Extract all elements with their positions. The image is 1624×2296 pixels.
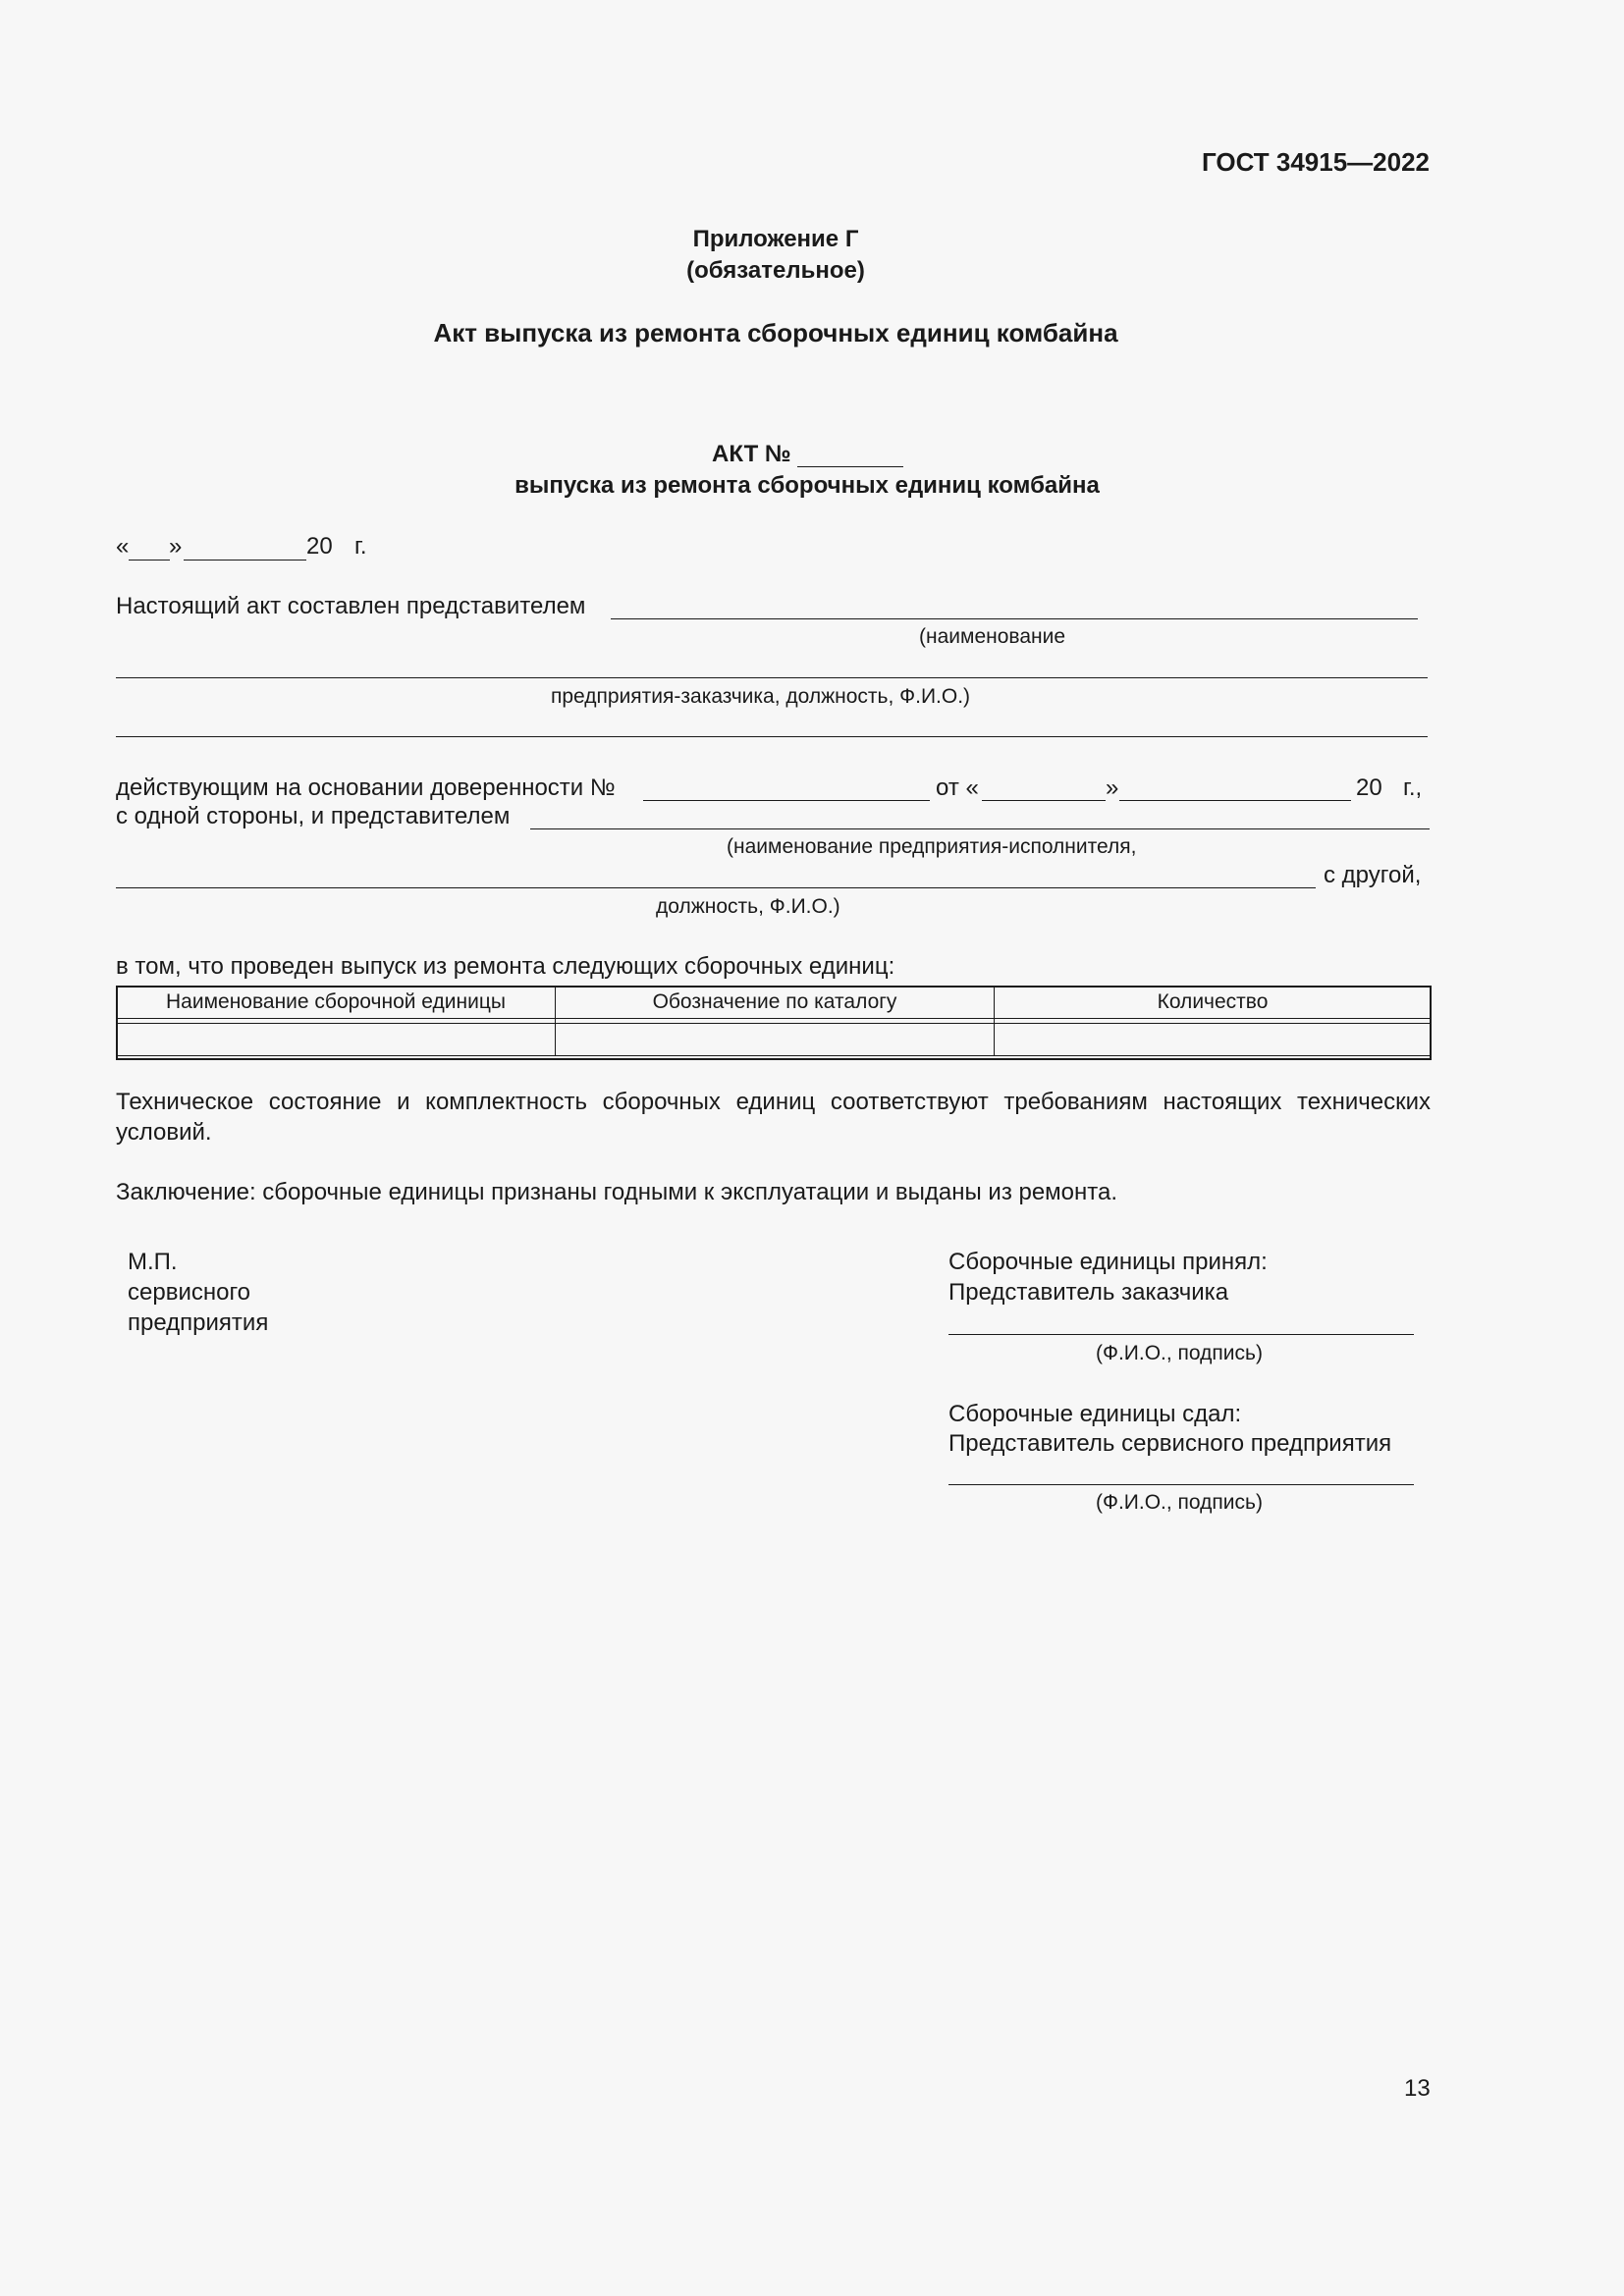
handed-role: Представитель сервисного предприятия: [948, 1430, 1392, 1457]
representative-line: [611, 618, 1418, 619]
header-catalog-designation: Обозначение по каталогу: [556, 987, 995, 1019]
header-unit-name: Наименование сборочной единицы: [117, 987, 556, 1019]
customer-line: [116, 677, 1428, 678]
proxy-from: от «: [936, 774, 979, 801]
accepted-role: Представитель заказчика: [948, 1279, 1229, 1306]
act-number-label: АКТ №: [712, 441, 791, 467]
proxy-year: 20: [1356, 774, 1382, 801]
handed-signature-line: [948, 1484, 1414, 1485]
table-intro: в том, что проведен выпуск из ремонта следующих сборочных единиц:: [116, 953, 895, 980]
conditions-line-2: условий.: [116, 1119, 212, 1146]
handed-caption: (Ф.И.О., подпись): [1096, 1491, 1263, 1514]
section-title: Акт выпуска из ремонта сборочных единиц комбайна: [433, 318, 1118, 347]
proxy-year-suffix: г.,: [1403, 774, 1423, 801]
date-open-quote: «: [116, 533, 130, 560]
table-header-row: [117, 987, 1432, 1019]
act-number-line: [797, 466, 903, 467]
date-day-line: [129, 560, 170, 561]
proxy-close-quote: »: [1106, 774, 1119, 801]
stamp-line-3: предприятия: [128, 1309, 269, 1336]
cell-quantity[interactable]: [995, 1024, 1432, 1056]
stamp-line-1: М.П.: [128, 1249, 178, 1275]
header-quantity: Количество: [995, 987, 1432, 1019]
other-side-text: с другой,: [1324, 862, 1422, 888]
accepted-signature-line: [948, 1334, 1414, 1335]
caption-contractor: (наименование предприятия-исполнителя,: [727, 835, 1137, 858]
proxy-month-line: [1119, 800, 1351, 801]
cell-unit-name[interactable]: [117, 1024, 556, 1056]
cell-catalog-designation[interactable]: [556, 1024, 995, 1056]
date-year: 20: [306, 533, 333, 560]
accepted-caption: (Ф.И.О., подпись): [1096, 1342, 1263, 1364]
appendix-title: Приложение Г: [692, 226, 859, 252]
conditions-line-1: Техническое состояние и комплектность сборочных единиц соответствуют требованиям настоящих технических: [116, 1089, 1431, 1115]
contractor-line: [530, 828, 1430, 829]
proxy-number-line: [643, 800, 930, 801]
caption-name: (наименование: [919, 625, 1065, 648]
standard-code: ГОСТ 34915—2022: [1202, 147, 1430, 177]
stamp-line-2: сервисного: [128, 1279, 251, 1306]
date-month-line: [184, 560, 306, 561]
one-side-text: с одной стороны, и представителем: [116, 803, 511, 829]
table-row: [117, 1024, 1432, 1056]
date-close-quote: »: [169, 533, 183, 560]
proxy-text: действующим на основании доверенности №: [116, 774, 616, 801]
date-suffix: г.: [354, 533, 367, 560]
appendix-status: (обязательное): [686, 257, 865, 284]
handed-title: Сборочные единицы сдал:: [948, 1401, 1242, 1427]
units-table: [116, 986, 1432, 1056]
caption-position: должность, Ф.И.О.): [656, 895, 840, 918]
caption-customer: предприятия-заказчика, должность, Ф.И.О.): [551, 685, 971, 708]
act-subtitle: выпуска из ремонта сборочных единиц комбайна: [514, 472, 1100, 499]
page-number: 13: [1404, 2075, 1431, 2102]
composed-by-text: Настоящий акт составлен представителем: [116, 593, 586, 619]
contractor-line-2: [116, 887, 1316, 888]
accepted-title: Сборочные единицы принял:: [948, 1249, 1268, 1275]
proxy-day-line: [982, 800, 1106, 801]
customer-line-2: [116, 736, 1428, 737]
conclusion-text: Заключение: сборочные единицы признаны годными к эксплуатации и выданы из ремонта.: [116, 1179, 1118, 1205]
